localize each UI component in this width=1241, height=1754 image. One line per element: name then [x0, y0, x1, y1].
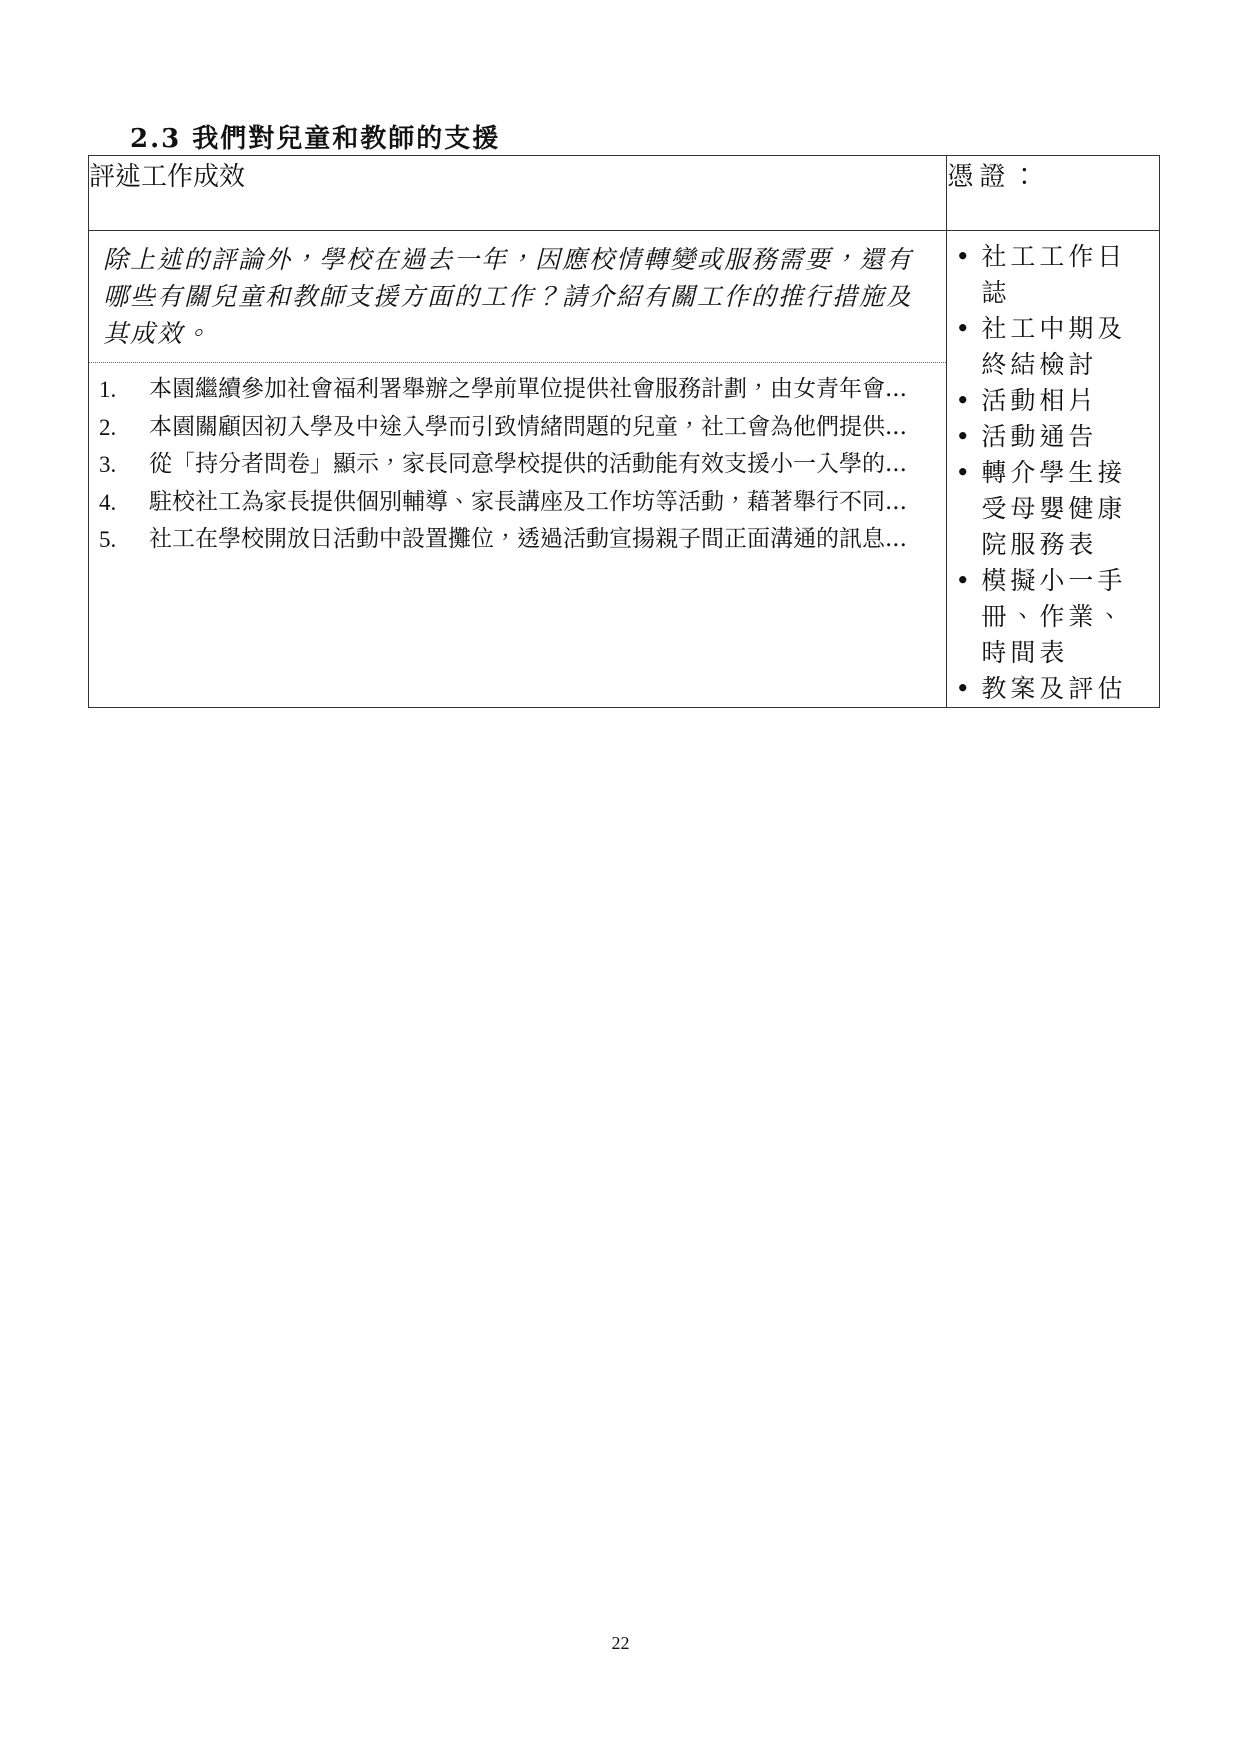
section-title: 2.3 我們對兒童和教師的支援 — [130, 124, 501, 154]
evidence-text: 活動相片 — [981, 386, 1098, 415]
item-text: 從「持分者問卷」顯示，家長同意學校提供的活動能有效支援小一入學的... — [149, 451, 907, 477]
review-cell — [89, 231, 947, 708]
evidence-item — [955, 671, 1151, 707]
bullet-icon: • — [955, 422, 975, 451]
evidence-item — [955, 455, 1151, 563]
evidence-text: 社工工作日誌 — [981, 242, 1127, 307]
item-text: 本園關顧因初入學及中途入學而引致情緒問題的兒童，社工會為他們提供... — [149, 413, 907, 440]
evidence-item — [955, 419, 1151, 455]
evidence-item — [955, 239, 1151, 311]
review-table — [88, 155, 1160, 708]
evidence-text: 轉介學生接受母嬰健康院服務表 — [981, 458, 1127, 559]
evidence-item — [955, 563, 1151, 671]
item-number: 3. — [99, 452, 117, 477]
prompt-text: 除上述的評論外，學校在過去一年，因應校情轉變或服務需要，還有哪些有關兒童和教師支援方面的工作？請介紹有關工作的推行措施及其成效。 — [89, 231, 946, 363]
list-item — [99, 521, 926, 559]
list-item — [99, 446, 926, 484]
bullet-icon: • — [955, 314, 975, 343]
evidence-list — [947, 231, 1159, 707]
list-item — [99, 484, 926, 522]
bullet-icon: • — [955, 242, 975, 271]
evidence-text: 社工中期及終結檢討 — [981, 314, 1127, 379]
bullet-icon: • — [955, 458, 975, 487]
item-text: 本園繼續參加社會福利署舉辦之學前單位提供社會服務計劃，由女青年會... — [149, 376, 907, 402]
table-header-row — [89, 156, 1160, 231]
header-evidence: 憑證： — [947, 156, 1160, 231]
bullet-icon: • — [955, 386, 975, 415]
item-number: 5. — [99, 527, 117, 552]
item-number: 4. — [99, 489, 117, 515]
evidence-text: 教案及評估 — [981, 674, 1127, 703]
item-number: 2. — [99, 414, 117, 440]
evidence-item — [955, 311, 1151, 383]
item-list — [89, 363, 946, 599]
evidence-item — [955, 383, 1151, 419]
item-text: 駐校社工為家長提供個別輔導、家長講座及工作坊等活動，藉著舉行不同... — [149, 488, 907, 515]
table-body-row — [89, 231, 1160, 708]
bullet-icon: • — [955, 566, 975, 595]
list-item — [99, 371, 926, 409]
item-number: 1. — [99, 377, 117, 402]
evidence-cell — [947, 231, 1160, 708]
evidence-text: 活動通告 — [981, 422, 1098, 451]
evidence-text: 模擬小一手冊、作業、時間表 — [981, 566, 1127, 667]
bullet-icon: • — [955, 674, 975, 703]
item-text: 社工在學校開放日活動中設置攤位，透過活動宣揚親子間正面溝通的訊息... — [149, 526, 907, 552]
list-item — [99, 409, 926, 447]
page-number: 22 — [611, 1633, 630, 1653]
header-review: 評述工作成效 — [89, 156, 947, 231]
